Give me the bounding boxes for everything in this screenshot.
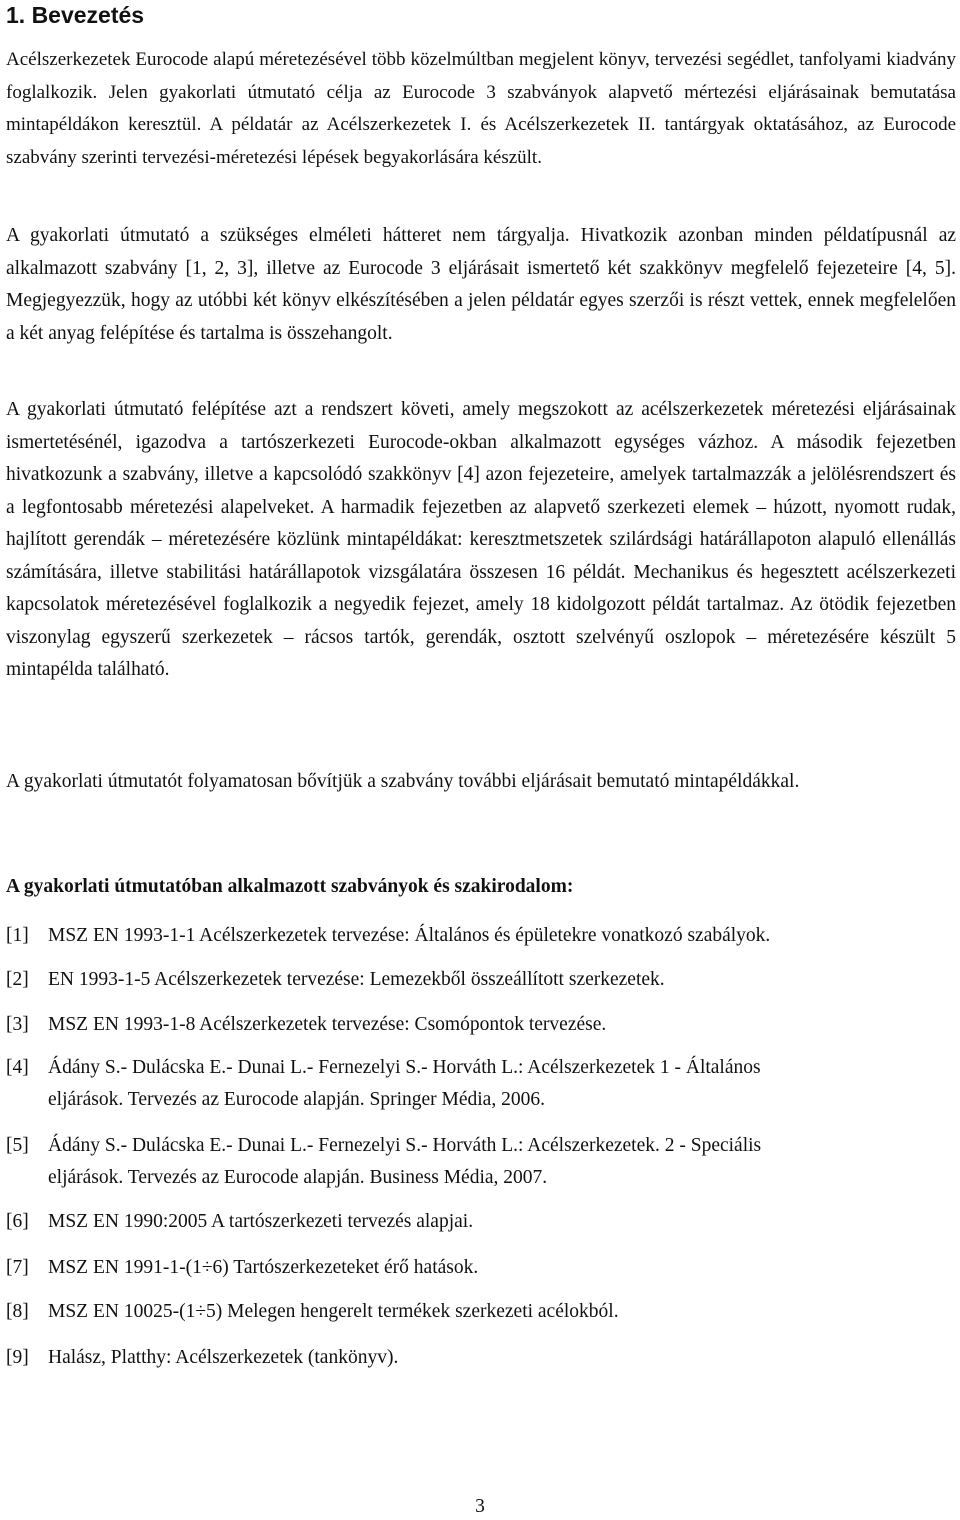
- reference-number: [9]: [6, 1347, 29, 1368]
- intro-paragraph: Acélszerkezetek Eurocode alapú méretezésével több közelmúltban megjelent könyv, tervezési segédlet, tanfolyami kiadvány foglalkozik. Jelen gyakorlati útmutató célja az Eurocode 3 szabványok alapvető mértezési eljárásainak bemutatása mintapéldákon keresztül. A példatár az Acélszerkezetek I. és Acélszerkezetek II. tantárgyak oktatásához, az Eurocode szabvány szerinti tervezési-méretezési lépések begyakorlására készült.: [6, 49, 956, 168]
- reference-number: [6]: [6, 1211, 29, 1232]
- reference-text-continued: eljárások. Tervezés az Eurocode alapján. Springer Média, 2006.: [48, 1089, 545, 1110]
- structure-paragraph: A gyakorlati útmutató felépítése azt a rendszert követi, amely megszokott az acélszerkezetek méretezési eljárásainak ismertetésénél, igazodva a tartószerkezeti Eurocode-okban alkalmazott egységes vázhoz. A második fejezetben hivatkozunk a szabvány, illetve a kapcsolódó szakkönyv [4] azon fejezeteire, amelyek tartalmazzák a jelölésrendszert és a legfontosabb méretezési alapelveket. A harmadik fejezetben az alapvető szerkezeti elemek – húzott, nyomott rudak, hajlított gerendák – méretezésére közlünk mintapéldákat: keresztmetszetek szilárdsági határállapoton alapuló ellenállás számítására, illetve stabilitási határállapotok vizsgálatára összesen 16 példát. Mechanikus és hegesztett acélszerkezeti kapcsolatok méretezésével foglalkozik a negyedik fejezet, amely 18 kidolgozott példát tartalmaz. Az ötödik fejezetben viszonylag egyszerű szerkezetek – rácsos tartók, gerendák, osztott szelvényű oszlopok – méretezésére készült 5 mintapélda található.: [6, 399, 956, 680]
- reference-item: [6, 1009, 956, 1041]
- reference-number: [8]: [6, 1301, 29, 1322]
- reference-item: [6, 920, 956, 952]
- reference-text: MSZ EN 1991-1-(1÷6) Tartószerkezeteket érő hatások.: [48, 1257, 479, 1278]
- reference-item: [6, 964, 956, 996]
- reference-item: [6, 1052, 956, 1116]
- reference-number: [4]: [6, 1057, 29, 1078]
- reference-item: [6, 1296, 956, 1328]
- reference-item: [6, 1206, 956, 1238]
- reference-item: [6, 1342, 956, 1374]
- reference-text-continued: eljárások. Tervezés az Eurocode alapján. Business Média, 2007.: [48, 1167, 548, 1188]
- reference-number: [5]: [6, 1135, 29, 1156]
- reference-text: MSZ EN 1993-1-8 Acélszerkezetek tervezése: Csomópontok tervezése.: [48, 1014, 607, 1035]
- page-number: 3: [475, 1496, 485, 1517]
- reference-number: [7]: [6, 1257, 29, 1278]
- reference-text: MSZ EN 1993-1-1 Acélszerkezetek tervezése: Általános és épületekre vonatkozó szabályok.: [48, 925, 771, 946]
- reference-item: [6, 1252, 956, 1284]
- reference-text: MSZ EN 10025-(1÷5) Melegen hengerelt termékek szerkezeti acélokból.: [48, 1301, 619, 1322]
- reference-number: [2]: [6, 969, 29, 990]
- scope-paragraph: A gyakorlati útmutató a szükséges elméleti hátteret nem tárgyalja. Hivatkozik azonban minden példatípusnál az alkalmazott szabvány [1, 2, 3], illetve az Eurocode 3 eljárásait ismertető két szakkönyv megfelelő fejezeteire [4, 5]. Megjegyezzük, hogy az utóbbi két könyv elkészítésében a jelen példatár egyes szerzői is részt vettek, ennek megfelelően a két anyag felépítése és tartalma is összehangolt.: [6, 225, 956, 344]
- section-heading: 1. Bevezetés: [6, 2, 145, 28]
- reference-text: EN 1993-1-5 Acélszerkezetek tervezése: Lemezekből összeállított szerkezetek.: [48, 969, 665, 990]
- references-title: A gyakorlati útmutatóban alkalmazott szabványok és szakirodalom:: [6, 876, 574, 897]
- reference-number: [1]: [6, 925, 29, 946]
- reference-text: MSZ EN 1990:2005 A tartószerkezeti tervezés alapjai.: [48, 1211, 474, 1232]
- reference-number: [3]: [6, 1014, 29, 1035]
- reference-text: Halász, Platthy: Acélszerkezetek (tankönyv).: [48, 1347, 399, 1368]
- reference-text: Ádány S.- Dulácska E.- Dunai L.- Fernezelyi S.- Horváth L.: Acélszerkezetek 1 - Általános: [48, 1057, 761, 1078]
- reference-text: Ádány S.- Dulácska E.- Dunai L.- Fernezelyi S.- Horváth L.: Acélszerkezetek. 2 - Speciális: [48, 1135, 762, 1156]
- reference-item: [6, 1130, 956, 1194]
- extension-paragraph: A gyakorlati útmutatót folyamatosan bővítjük a szabvány további eljárásait bemutató mintapéldákkal.: [6, 771, 800, 792]
